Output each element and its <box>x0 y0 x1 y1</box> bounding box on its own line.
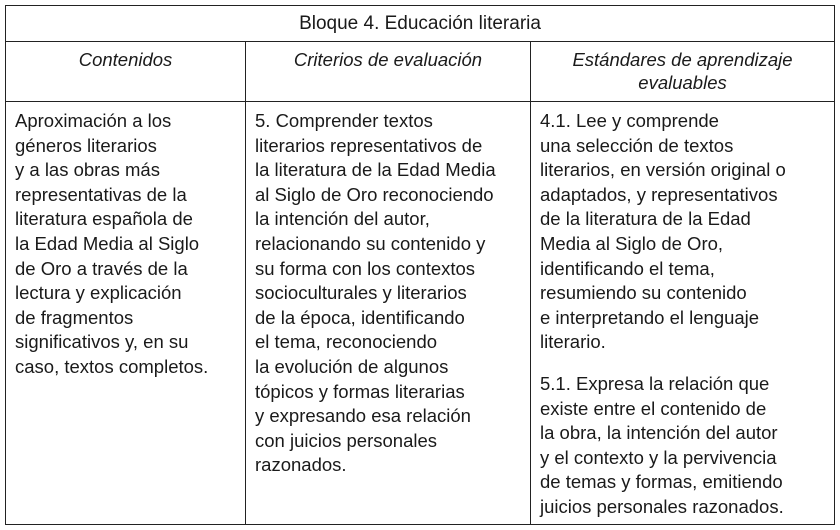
criterios-line: la evolución de algunos <box>255 355 449 377</box>
header-contenidos: Contenidos <box>6 42 246 102</box>
contenidos-line: lectura y explicación <box>15 282 182 304</box>
contenidos-line: de fragmentos <box>15 306 134 328</box>
contenidos-line: de Oro a través de la <box>15 257 188 279</box>
criterios-line: la literatura de la Edad Media <box>255 159 496 181</box>
estandar-line: una selección de textos <box>540 134 734 156</box>
estandar-line: e interpretando el lenguaje <box>540 306 760 328</box>
estandar-line: 4.1. Lee y comprende <box>540 110 719 131</box>
estandar-line: Media al Siglo de Oro, <box>540 232 724 254</box>
criterios-line: su forma con los contextos <box>255 257 476 279</box>
contenidos-line: representativas de la <box>15 183 187 205</box>
contenidos-line: Aproximación a los <box>15 110 172 131</box>
estandar-line: y el contexto y la pervivencia <box>540 446 777 468</box>
criterios-line: razonados. <box>255 454 347 476</box>
criterios-line: relacionando su contenido y <box>255 232 486 254</box>
criterios-line: 5. Comprender textos <box>255 110 433 131</box>
estandar-line: juicios personales razonados. <box>540 495 784 517</box>
criterios-line: de la época, identificando <box>255 306 465 328</box>
criterios-line: tópicos y formas literarias <box>255 380 465 402</box>
paragraph-gap <box>540 355 826 372</box>
contenidos-line: y a las obras más <box>15 159 160 181</box>
criterios-line: la intención del autor, <box>255 208 430 230</box>
criterios-line: con juicios personales <box>255 429 438 451</box>
curriculum-document <box>5 5 834 524</box>
estandar-line: literarios, en versión original o <box>540 159 786 181</box>
criterios-line: al Siglo de Oro reconociendo <box>255 183 494 205</box>
criterios-line: literarios representativos de <box>255 134 483 156</box>
header-criterios: Criterios de evaluación <box>246 42 531 102</box>
estandar-line: identificando el tema, <box>540 257 715 279</box>
title-row <box>6 6 835 42</box>
header-row <box>6 42 835 102</box>
estandar-line: de temas y formas, emitiendo <box>540 471 783 493</box>
header-estandares-line: Estándares de aprendizaje <box>572 49 793 70</box>
header-estandares <box>531 42 835 102</box>
body-row <box>6 102 835 525</box>
estandar-5-1 <box>540 372 826 520</box>
table-title: Bloque 4. Educación literaria <box>6 6 835 42</box>
criterios-cell <box>246 102 531 525</box>
header-estandares-line: evaluables <box>638 72 727 93</box>
estandar-line: resumiendo su contenido <box>540 282 747 304</box>
estandar-line: de la literatura de la Edad <box>540 208 751 230</box>
criterios-line: socioculturales y literarios <box>255 282 467 304</box>
estandar-line: literario. <box>540 331 606 353</box>
estandar-line: 5.1. Expresa la relación que <box>540 372 770 394</box>
criterios-line: el tema, reconociendo <box>255 331 438 353</box>
estandar-line: existe entre el contenido de <box>540 397 767 419</box>
estandares-cell <box>531 102 835 525</box>
contenidos-line: literatura española de <box>15 208 193 230</box>
contenidos-line: caso, textos completos. <box>15 355 209 377</box>
estandar-line: la obra, la intención del autor <box>540 422 778 444</box>
contenidos-line: géneros literarios <box>15 134 157 156</box>
criterios-line: y expresando esa relación <box>255 405 471 427</box>
contenidos-line: significativos y, en su <box>15 331 189 353</box>
contenidos-line: la Edad Media al Siglo <box>15 232 200 254</box>
estandar-4-1 <box>540 109 826 355</box>
curriculum-table <box>5 5 835 525</box>
contenidos-cell <box>6 102 246 525</box>
estandar-line: adaptados, y representativos <box>540 183 778 205</box>
